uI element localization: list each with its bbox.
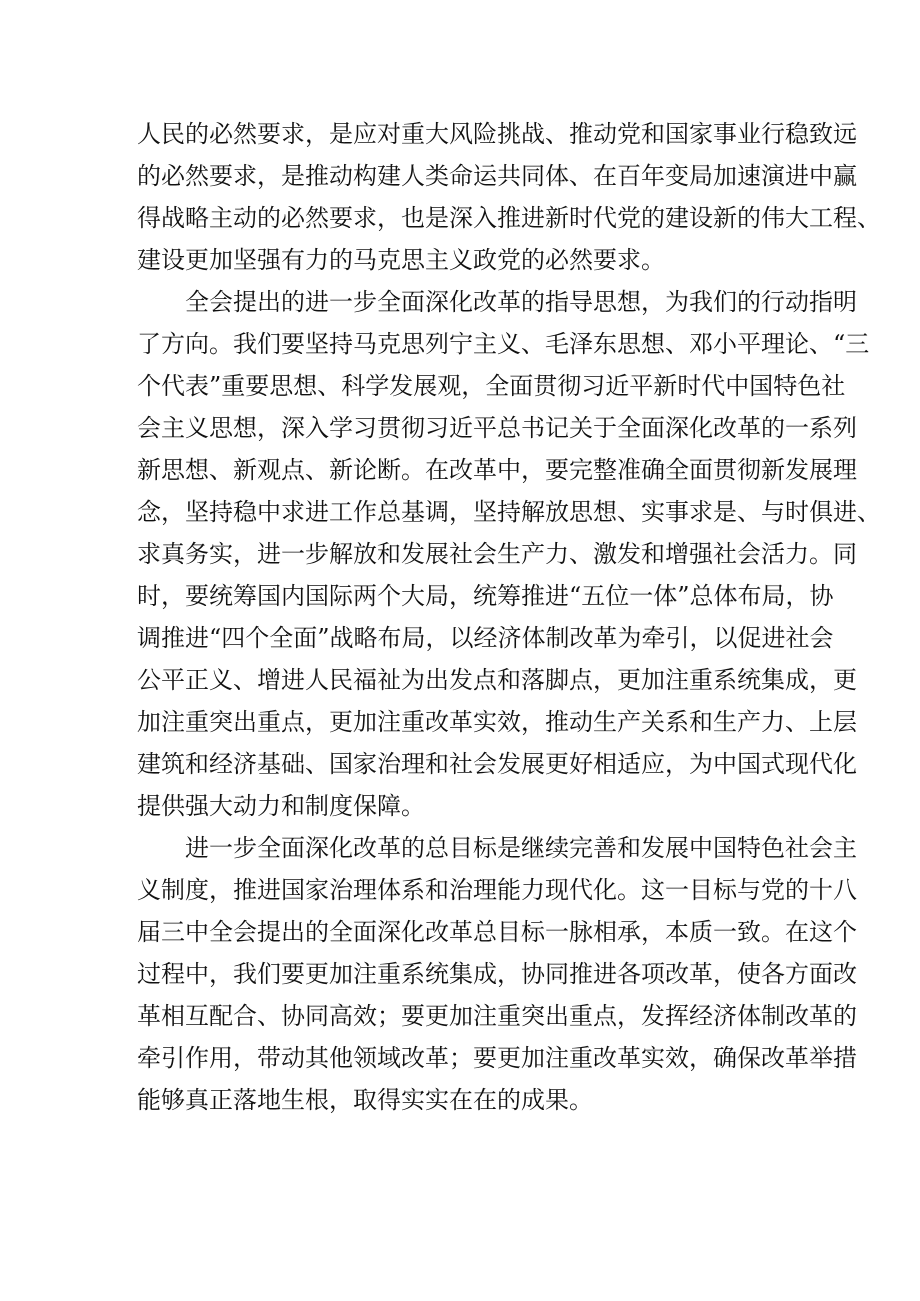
text-line: 进一步全面深化改革的总目标是继续完善和发展中国特色社会主 xyxy=(137,834,857,862)
text-line: 义制度，推进国家治理体系和治理能力现代化。这一目标与党的十八 xyxy=(137,876,857,904)
text-line: 牵引作用，带动其他领域改革；要更加注重改革实效，确保改革举措 xyxy=(137,1044,857,1072)
text-line: 新思想、新观点、新论断。在改革中，要完整准确全面贯彻新发展理 xyxy=(137,456,857,484)
text-line: 个代表”重要思想、科学发展观，全面贯彻习近平新时代中国特色社 xyxy=(137,372,846,400)
text-line: 求真务实，进一步解放和发展社会生产力、激发和增强社会活力。同 xyxy=(137,540,857,568)
text-line: 建筑和经济基础、国家治理和社会发展更好相适应，为中国式现代化 xyxy=(137,750,857,778)
text-line: 人民的必然要求，是应对重大风险挑战、推动党和国家事业行稳致远 xyxy=(137,120,857,148)
text-line: 加注重突出重点，更加注重改革实效，推动生产关系和生产力、上层 xyxy=(137,708,857,736)
text-line: 的必然要求，是推动构建人类命运共同体、在百年变局加速演进中赢 xyxy=(137,162,857,190)
text-line: 提供强大动力和制度保障。 xyxy=(137,792,425,820)
document-body xyxy=(137,113,881,1121)
text-line: 了方向。我们要坚持马克思列宁主义、毛泽东思想、邓小平理论、“三 xyxy=(137,330,870,358)
text-line: 革相互配合、协同高效；要更加注重突出重点，发挥经济体制改革的 xyxy=(137,1002,857,1030)
paragraph-3 xyxy=(137,827,857,1121)
text-line: 得战略主动的必然要求，也是深入推进新时代党的建设新的伟大工程、 xyxy=(137,204,881,232)
text-line: 能够真正落地生根，取得实实在在的成果。 xyxy=(137,1086,593,1114)
text-line: 过程中，我们要更加注重系统集成，协同推进各项改革，使各方面改 xyxy=(137,960,857,988)
text-line: 公平正义、增进人民福祉为出发点和落脚点，更加注重系统集成，更 xyxy=(137,666,857,694)
text-line: 时，要统筹国内国际两个大局，统筹推进“五位一体”总体布局，协 xyxy=(137,582,834,610)
paragraph-2 xyxy=(137,281,881,827)
text-line: 建设更加坚强有力的马克思主义政党的必然要求。 xyxy=(137,246,665,274)
text-line: 念，坚持稳中求进工作总基调，坚持解放思想、实事求是、与时俱进、 xyxy=(137,498,881,526)
paragraph-1 xyxy=(137,113,881,281)
text-line: 会主义思想，深入学习贯彻习近平总书记关于全面深化改革的一系列 xyxy=(137,414,857,442)
text-line: 调推进“四个全面”战略布局，以经济体制改革为牵引，以促进社会 xyxy=(137,624,834,652)
text-line: 全会提出的进一步全面深化改革的指导思想，为我们的行动指明 xyxy=(137,288,857,316)
text-line: 届三中全会提出的全面深化改革总目标一脉相承，本质一致。在这个 xyxy=(137,918,857,946)
